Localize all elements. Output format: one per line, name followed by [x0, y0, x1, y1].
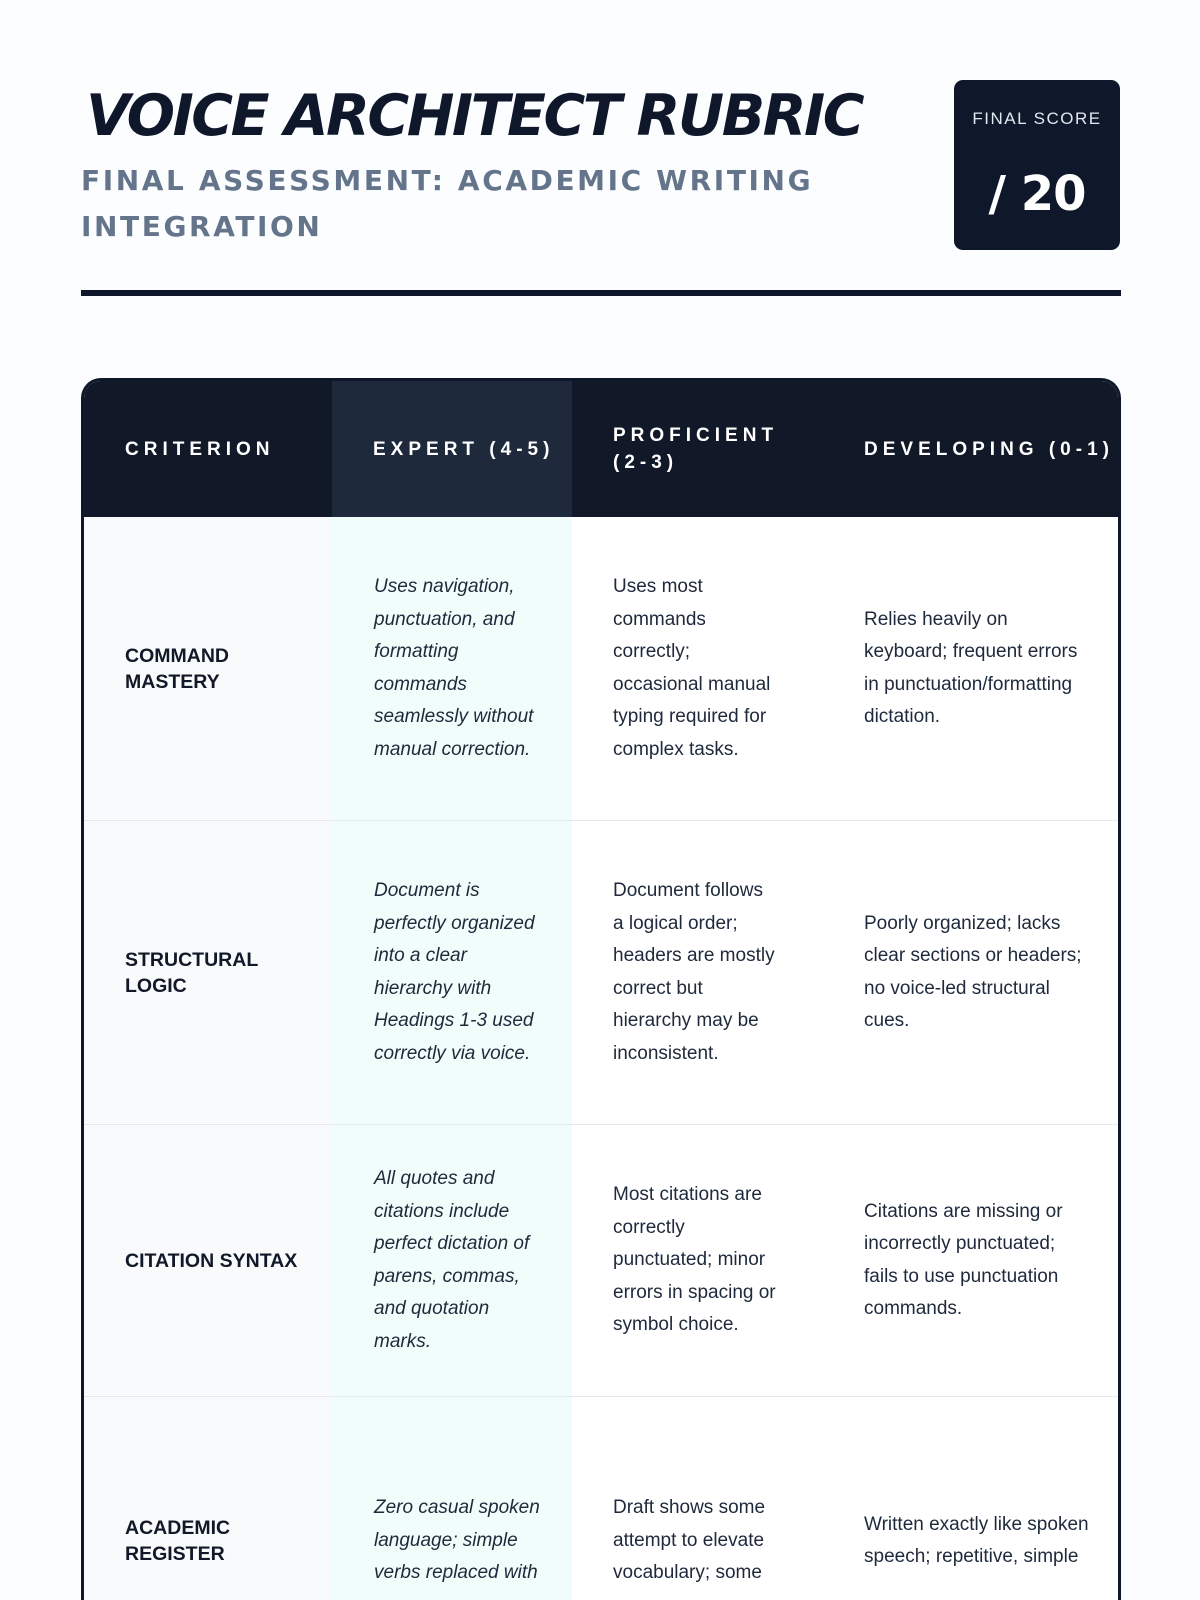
column-header-criterion: CRITERION [125, 438, 275, 460]
proficient-cell: Draft shows some attempt to elevate vocabulary; some [613, 1497, 766, 1584]
page-header [81, 80, 1121, 298]
rubric-table [81, 378, 1121, 1600]
proficient-cell: Document follows a logical order; headers are mostly correct but hierarchy may be inconsistent. [613, 880, 775, 1064]
page-subtitle: FINAL ASSESSMENT: ACADEMIC WRITING INTEGRATION [81, 164, 814, 243]
table-row [84, 821, 1118, 1125]
column-header-developing: DEVELOPING (0-1) [864, 438, 1114, 460]
table-header [84, 381, 1118, 517]
developing-cell: Poorly organized; lacks clear sections or headers; no voice-led structural cues. [864, 912, 1082, 1031]
developing-cell: Written exactly like spoken speech; repetitive, simple [864, 1513, 1089, 1567]
table-row [84, 517, 1118, 821]
criterion-cell: ACADEMIC REGISTER [84, 1397, 332, 1600]
table-row [84, 1125, 1118, 1397]
developing-cell: Citations are missing or incorrectly punctuated; fails to use punctuation commands. [864, 1200, 1063, 1319]
expert-cell: All quotes and citations include perfect dictation of parens, commas, and quotation marks. [332, 1125, 572, 1396]
expert-cell: Zero casual spoken language; simple verbs replaced with [332, 1397, 572, 1600]
header-divider [81, 290, 1121, 296]
final-score-value: / 20 [988, 166, 1086, 222]
expert-cell: Uses navigation, punctuation, and formatting commands seamlessly without manual correction. [332, 517, 572, 820]
table-row [84, 1397, 1118, 1600]
proficient-cell: Most citations are correctly punctuated; minor errors in spacing or symbol choice. [613, 1184, 776, 1336]
final-score-box [954, 80, 1120, 250]
criterion-cell: STRUCTURAL LOGIC [84, 821, 332, 1124]
column-header-proficient: PROFICIENT (2-3) [613, 425, 779, 473]
developing-cell: Relies heavily on keyboard; frequent errors in punctuation/formatting dictation. [864, 608, 1078, 727]
page-title: VOICE ARCHITECT RUBRIC [86, 83, 863, 149]
column-header-expert: EXPERT (4-5) [332, 381, 572, 517]
criterion-cell: COMMAND MASTERY [84, 517, 332, 820]
expert-cell: Document is perfectly organized into a clear hierarchy with Headings 1-3 used correctly via voice. [332, 821, 572, 1124]
proficient-cell: Uses most commands correctly; occasional manual typing required for complex tasks. [613, 576, 771, 760]
final-score-label: FINAL SCORE [972, 109, 1102, 128]
criterion-cell: CITATION SYNTAX [84, 1125, 332, 1396]
